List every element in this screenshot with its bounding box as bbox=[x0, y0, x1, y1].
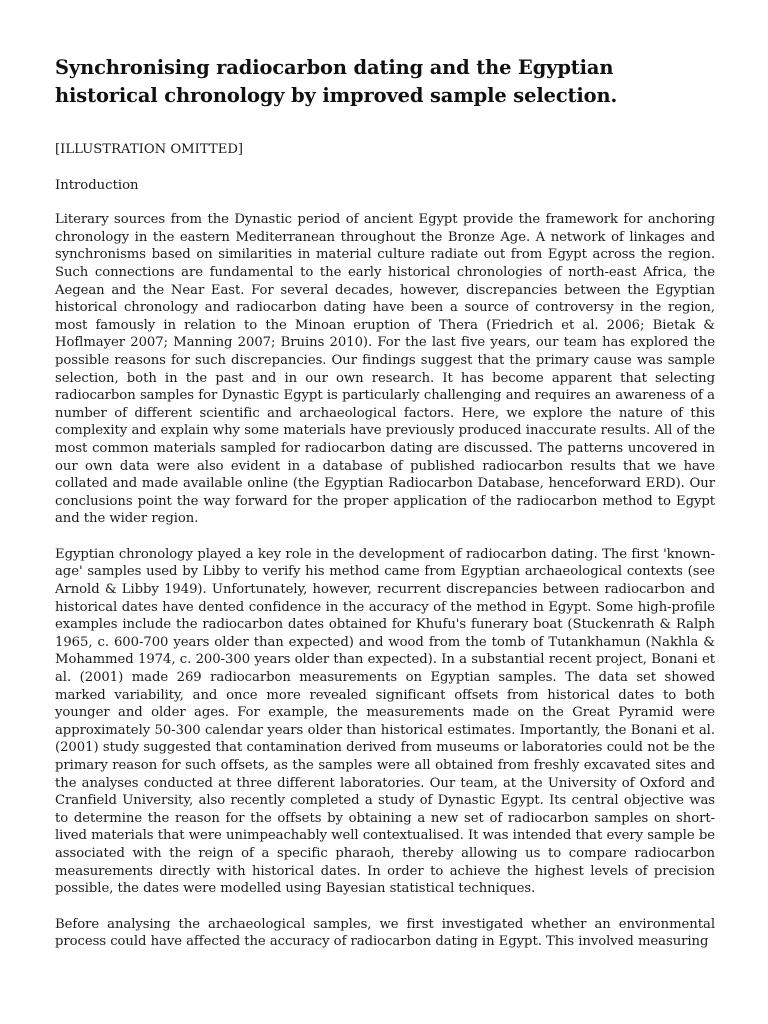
section-heading-introduction: Introduction bbox=[55, 177, 139, 193]
article-title: Synchronising radiocarbon dating and the Egyptian historical chronology by improved sample selection. bbox=[55, 56, 618, 107]
paragraph-2: Egyptian chronology played a key role in the development of radiocarbon dating. The first 'known-age' samples used by Libby to verify his method came from Egyptian archaeological contexts (see Arnold & Libby 1949). Unfortunately, however, recurrent discrepancies between radiocarbon and historical dates have dented confidence in the accuracy of the method in Egypt. Some high-profile examples include the radiocarbon dates obtained for Khufu's funerary boat (Stuckenrath & Ralph 1965, c. 600-700 years older than expected) and wood from the tomb of Tutankhamun (Nakhla & Mohammed 1974, c. 200-300 years older than expected). In a substantial recent project, Bonani et al. (2001) made 269 radiocarbon measurements on Egyptian samples. The data set showed marked variability, and once more revealed significant offsets from historical dates to both younger and older ages. For example, the measurements made on the Great Pyramid were approximately 50-300 calendar years older than historical estimates. Importantly, the Bonani et al. (2001) study suggested that contamination derived from museums or laboratories could not be the primary reason for such offsets, as the samples were all obtained from freshly excavated sites and the analyses conducted at three different laboratories. Our team, at the University of Oxford and Cranfield University, also recently completed a study of Dynastic Egypt. Its central objective was to determine the reason for the offsets by obtaining a new set of radiocarbon samples on short-lived materials that were unimpeachably well contextualised. It was intended that every sample be associated with the reign of a specific pharaoh, thereby allowing us to compare radiocarbon measurements directly with historical dates. In order to achieve the highest levels of precision possible, the dates were modelled using Bayesian statistical techniques. bbox=[55, 546, 715, 897]
illustration-omitted-note: [ILLUSTRATION OMITTED] bbox=[55, 142, 244, 157]
article bbox=[55, 54, 715, 951]
paragraph-1: Literary sources from the Dynastic period of ancient Egypt provide the framework for anchoring chronology in the eastern Mediterranean throughout the Bronze Age. A network of linkages and synchronisms based on similarities in material culture radiate out from Egypt across the region. Such connections are fundamental to the early historical chronologies of north-east Africa, the Aegean and the Near East. For several decades, however, discrepancies between the Egyptian historical chronology and radiocarbon dating have been a source of controversy in the region, most famously in relation to the Minoan eruption of Thera (Friedrich et al. 2006; Bietak & Hoflmayer 2007; Manning 2007; Bruins 2010). For the last five years, our team has explored the possible reasons for such discrepancies. Our findings suggest that the primary cause was sample selection, both in the past and in our own research. It has become apparent that selecting radiocarbon samples for Dynastic Egypt is particularly challenging and requires an awareness of a number of different scientific and archaeological factors. Here, we explore the nature of this complexity and explain why some materials have previously produced inaccurate results. All of the most common materials sampled for radiocarbon dating are discussed. The patterns uncovered in our own data were also evident in a database of published radiocarbon results that we have collated and made available online (the Egyptian Radiocarbon Database, henceforward ERD). Our conclusions point the way forward for the proper application of the radiocarbon method to Egypt and the wider region. bbox=[55, 212, 715, 527]
paragraph-3: Before analysing the archaeological samples, we first investigated whether an environmental process could have affected the accuracy of radiocarbon dating in Egypt. This involved measuring bbox=[55, 916, 715, 950]
